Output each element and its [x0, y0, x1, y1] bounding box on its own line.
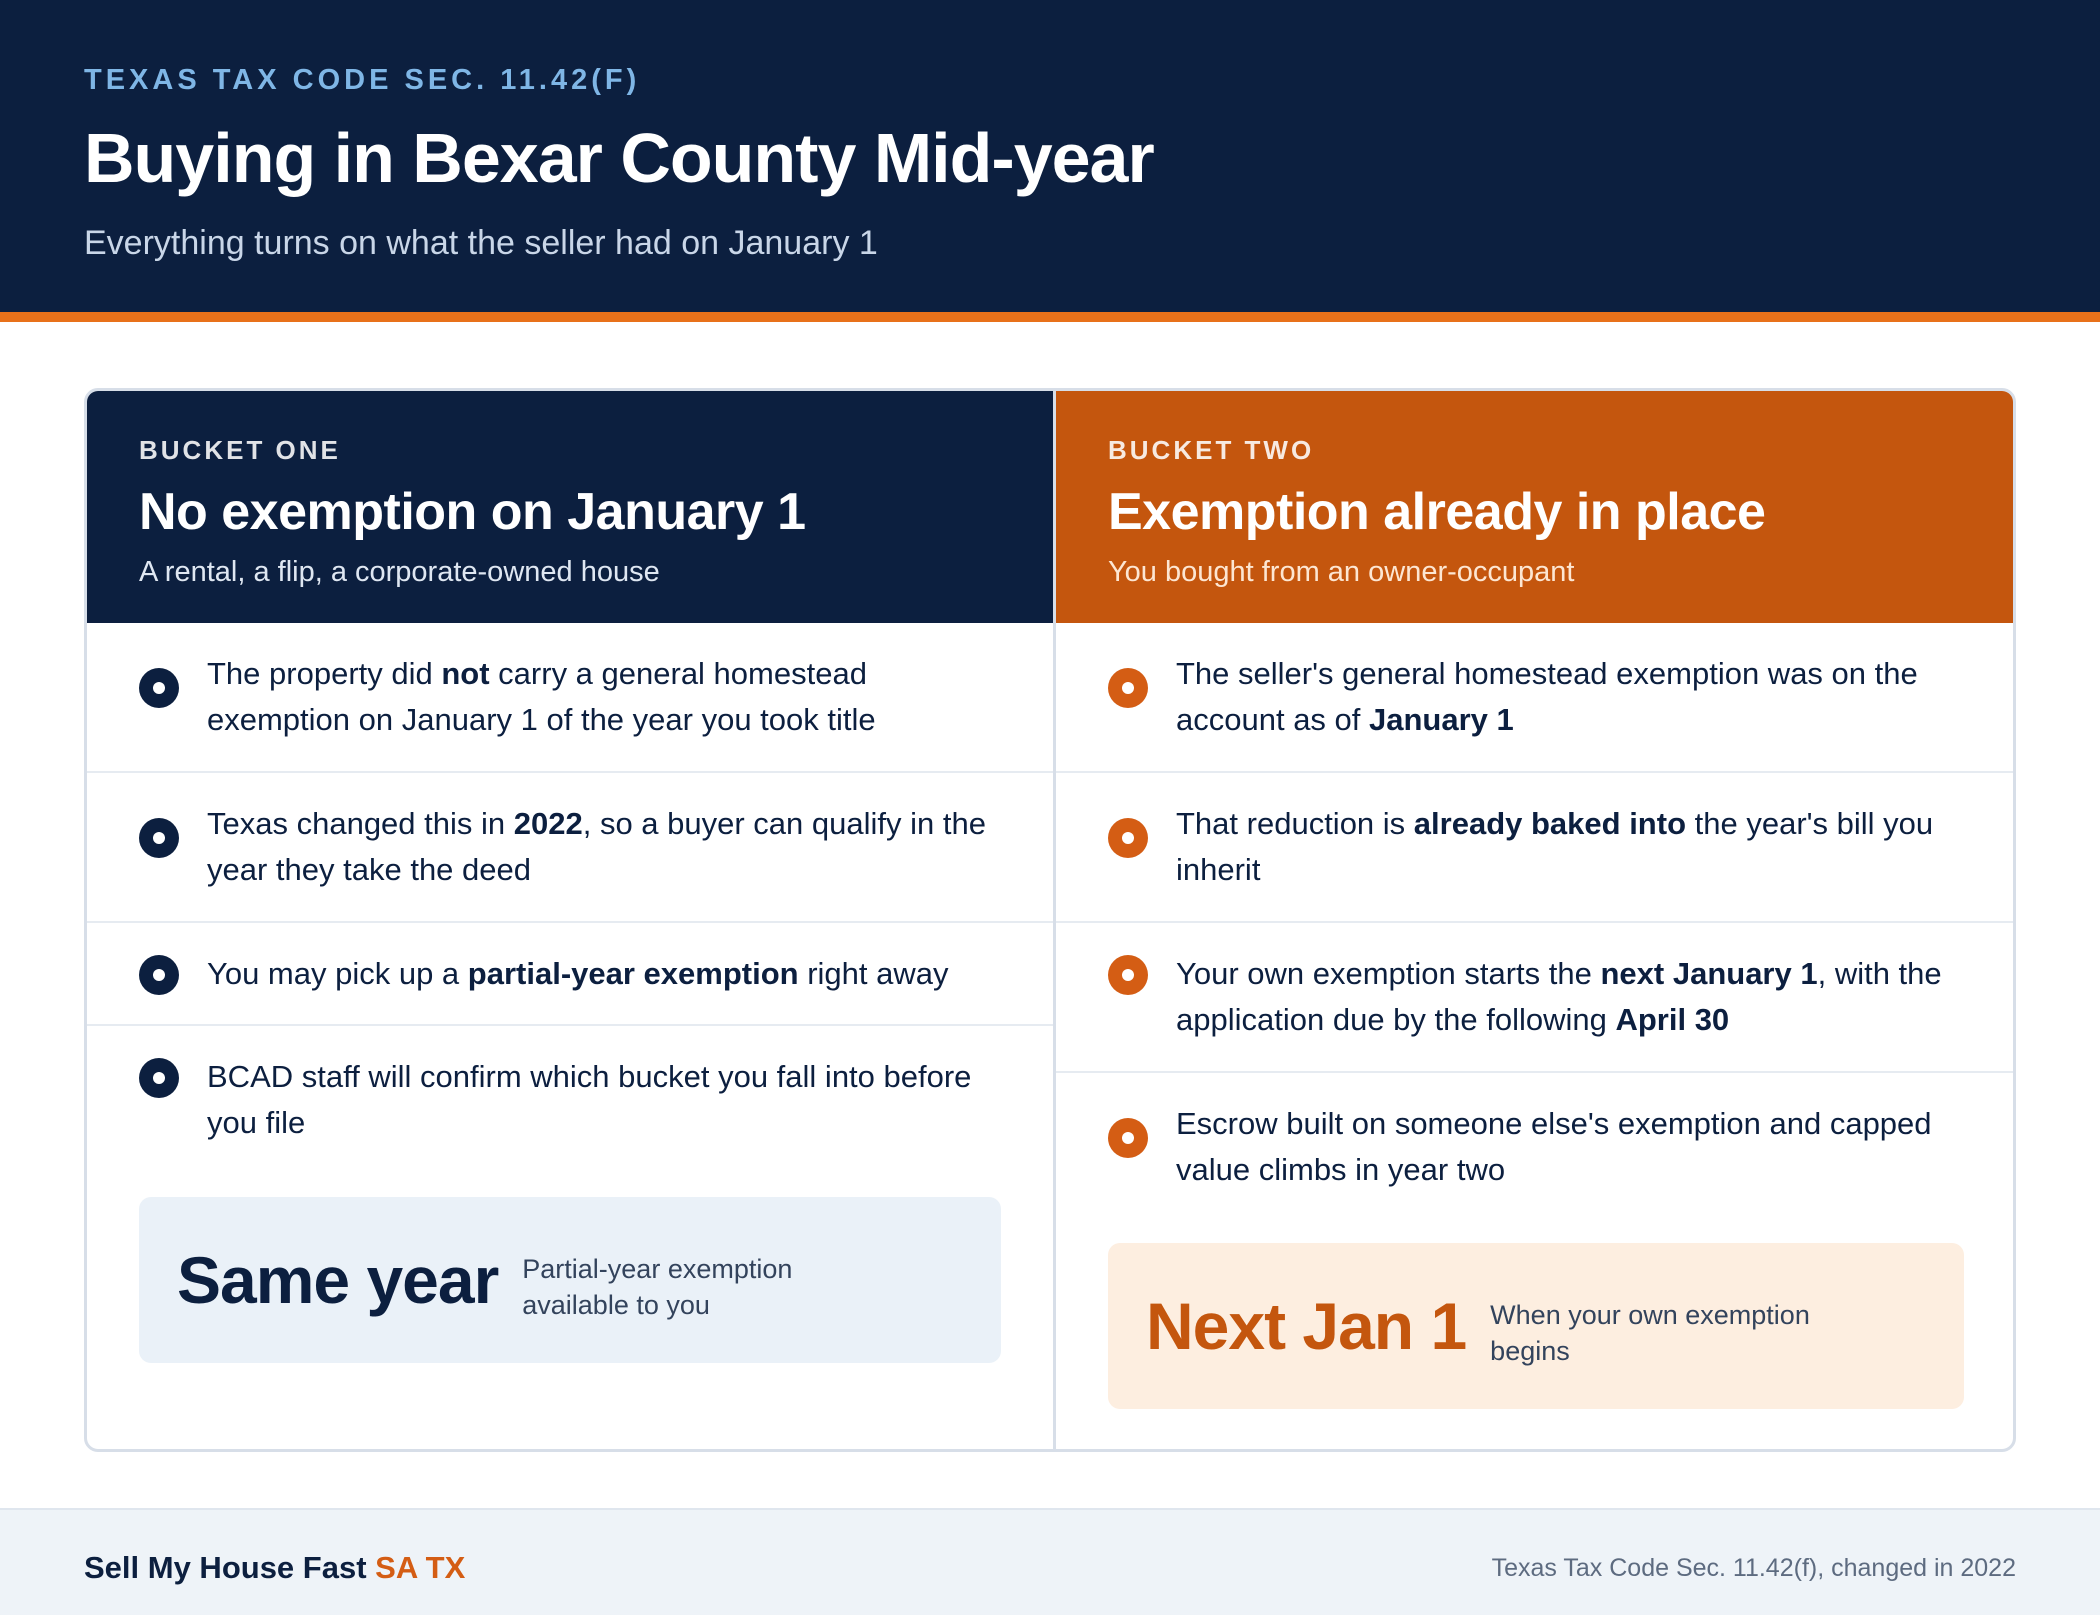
bullet-icon [1108, 818, 1148, 858]
bucket-one-callout-note: Partial-year exemption available to you [522, 1254, 793, 1320]
bullet-icon [1108, 668, 1148, 708]
list-item-text: You may pick up a partial-year exemption right away [207, 956, 949, 991]
bucket-one-label: BUCKET ONE [139, 435, 341, 465]
bullet-icon [139, 668, 179, 708]
page-title: Buying in Bexar County Mid-year [84, 119, 1154, 197]
list-item [87, 1026, 1053, 1156]
bucket-two-column [1053, 391, 2013, 1449]
bullet-icon [139, 1058, 179, 1098]
footer [0, 1508, 2100, 1615]
bullet-icon [1108, 955, 1148, 995]
bucket-one-callout-value: Same year [177, 1243, 499, 1317]
bullet-icon [1108, 1118, 1148, 1158]
list-item [1056, 1073, 2013, 1213]
comparison-card [84, 388, 2016, 1452]
list-item [87, 923, 1053, 1026]
list-item-text: That reduction is already baked into the year's bill you inherit [1176, 806, 1934, 887]
bucket-two-callout-value: Next Jan 1 [1146, 1289, 1467, 1363]
footer-source-note: Texas Tax Code Sec. 11.42(f), changed in 2022 [1491, 1554, 2016, 1582]
bullet-icon [139, 955, 179, 995]
brand-name: Sell My House Fast [84, 1550, 367, 1585]
bucket-one-list [87, 623, 1053, 1156]
bucket-one-title: No exemption on January 1 [139, 483, 806, 541]
header-banner [0, 0, 2100, 312]
bucket-two-callout [1108, 1243, 1964, 1409]
bucket-two-title: Exemption already in place [1108, 483, 1766, 541]
bucket-one-callout [139, 1197, 1001, 1363]
bucket-one-subtitle: A rental, a flip, a corporate-owned house [139, 556, 660, 588]
bucket-two-subtitle: You bought from an owner-occupant [1108, 556, 1575, 588]
bucket-two-list [1056, 623, 2013, 1213]
header-accent-stripe [0, 312, 2100, 322]
header-eyebrow: TEXAS TAX CODE SEC. 11.42(F) [84, 64, 641, 96]
bucket-two-label: BUCKET TWO [1108, 435, 1315, 465]
list-item-text: The seller's general homestead exemption was on the account as of January 1 [1176, 656, 1918, 737]
bucket-one-header [87, 391, 1053, 623]
list-item [1056, 773, 2013, 923]
bucket-one-column [87, 391, 1053, 1449]
list-item [87, 623, 1053, 773]
list-item-text: The property did not carry a general homestead exemption on January 1 of the year you took title [207, 656, 876, 737]
list-item-text: BCAD staff will confirm which bucket you fall into before you file [207, 1059, 972, 1140]
list-item [87, 773, 1053, 923]
list-item [1056, 923, 2013, 1073]
list-item [1056, 623, 2013, 773]
bucket-two-header [1056, 391, 2013, 623]
list-item-text: Texas changed this in 2022, so a buyer can qualify in the year they take the deed [207, 806, 986, 887]
list-item-text: Your own exemption starts the next January 1, with the application due by the following April 30 [1176, 956, 1942, 1037]
list-item-text: Escrow built on someone else's exemption and capped value climbs in year two [1176, 1106, 1932, 1187]
brand-accent: SA TX [375, 1550, 466, 1585]
brand-logo [84, 1550, 465, 1586]
page-subtitle: Everything turns on what the seller had on January 1 [84, 224, 878, 262]
bucket-two-callout-note: When your own exemption begins [1490, 1300, 1810, 1366]
bullet-icon [139, 818, 179, 858]
